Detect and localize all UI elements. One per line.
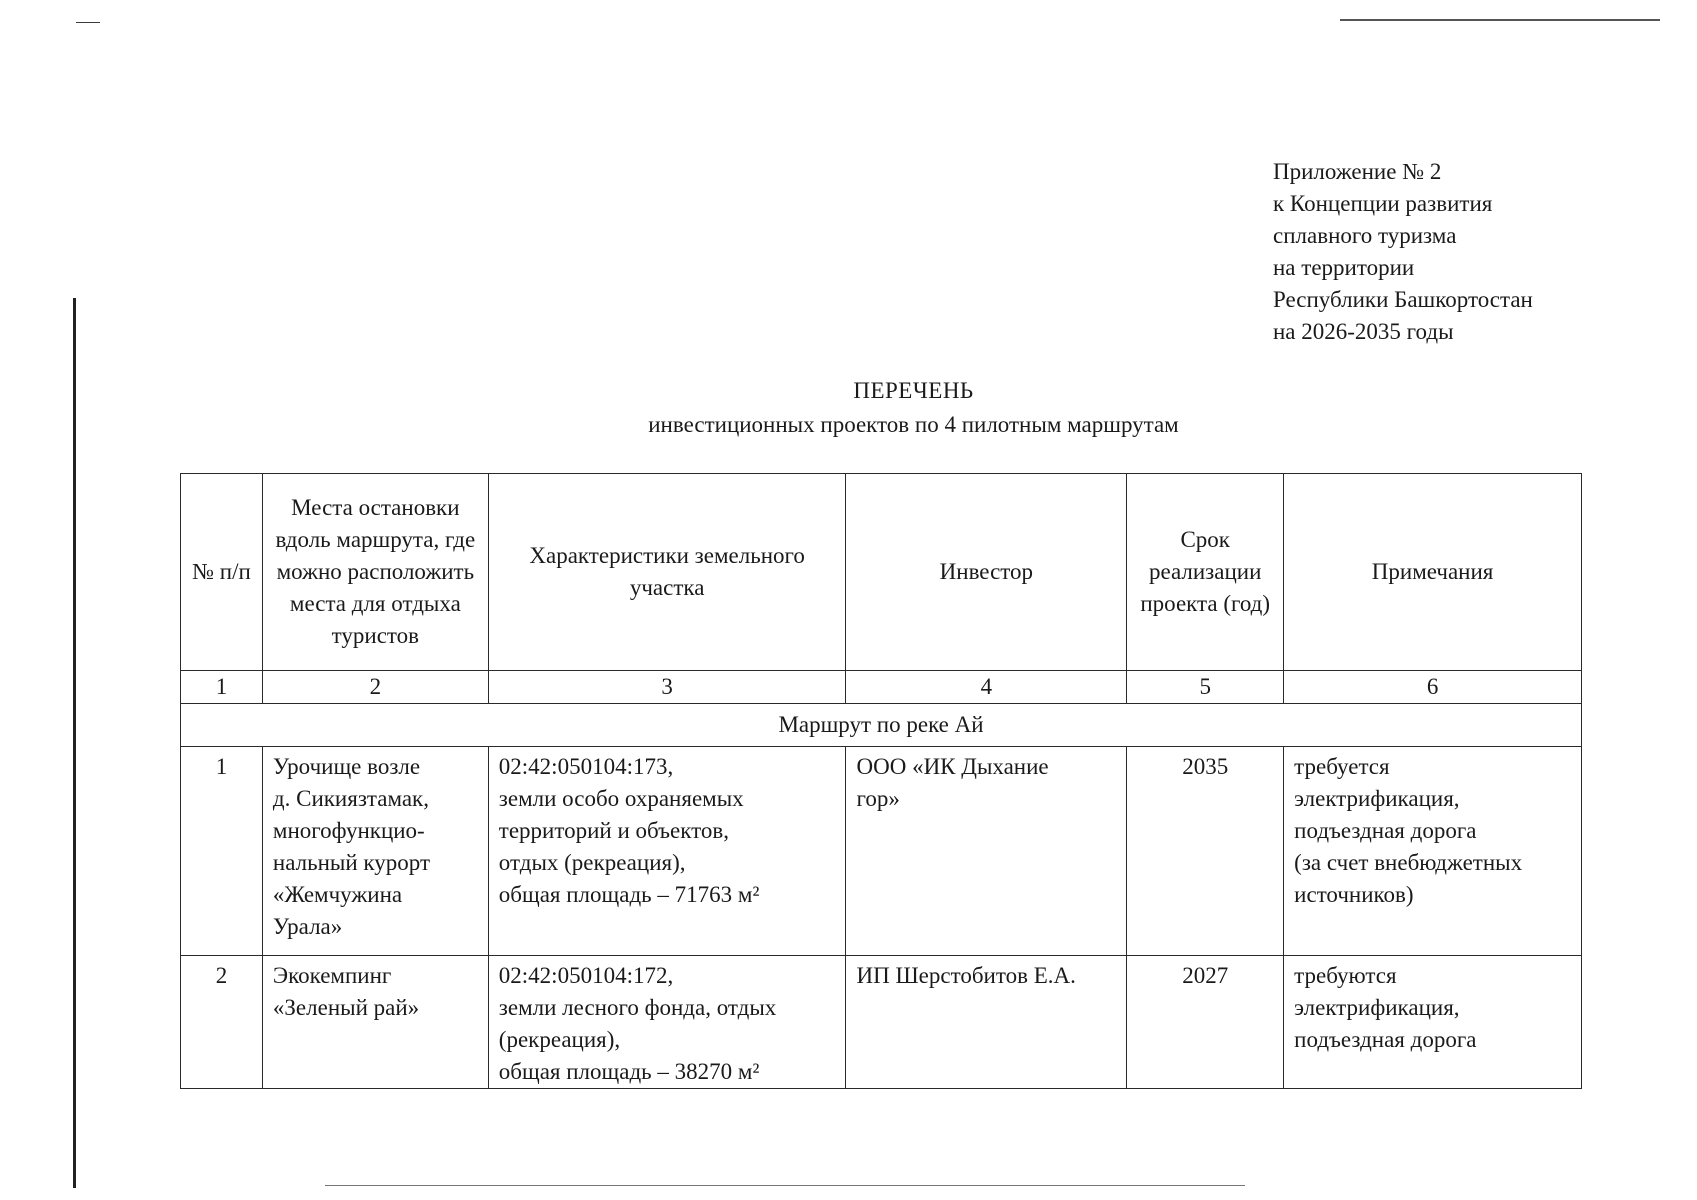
notes-line: электрификация,: [1294, 786, 1460, 811]
scan-artifact-line: [1340, 19, 1660, 21]
notes-line: требуются: [1294, 963, 1397, 988]
investor-line: ООО «ИК Дыхание: [856, 754, 1049, 779]
column-number: 3: [488, 671, 846, 704]
appendix-line: Республики Башкортостан: [1273, 287, 1533, 312]
place-line: д. Сикиязтамак,: [272, 786, 429, 811]
scan-artifact-line: [325, 1185, 1245, 1186]
place-line: Урала»: [272, 914, 343, 939]
land-line: (рекреация),: [498, 1027, 621, 1052]
column-header-number: № п/п: [181, 474, 263, 671]
land-cell: [488, 956, 846, 1089]
land-line: земли лесного фонда, отдых: [498, 995, 777, 1020]
place-line: «Зеленый рай»: [272, 995, 420, 1020]
land-cell: [488, 747, 846, 956]
column-number: 5: [1127, 671, 1284, 704]
notes-line: (за счет внебюджетных: [1294, 850, 1523, 875]
investor-line: ИП Шерстобитов Е.А.: [856, 963, 1076, 988]
year-cell: 2035: [1127, 747, 1284, 956]
table-row: [181, 956, 1582, 1089]
notes-line: источников): [1294, 882, 1414, 907]
place-line: многофункцио-: [272, 818, 425, 843]
place-line: Урочище возле: [272, 754, 421, 779]
projects-table: [180, 473, 1582, 1089]
column-number-row: [181, 671, 1582, 704]
notes-line: электрификация,: [1294, 995, 1460, 1020]
place-cell: [262, 956, 488, 1089]
land-line: 02:42:050104:172,: [498, 963, 674, 988]
route-name: Маршрут по реке Ай: [181, 704, 1582, 747]
column-number: 1: [181, 671, 263, 704]
investor-cell: [846, 747, 1127, 956]
document-subtitle: инвестиционных проектов по 4 пилотным маршрутам: [648, 412, 1179, 437]
scan-artifact-line: [76, 22, 100, 23]
appendix-line: Приложение № 2: [1273, 159, 1442, 184]
column-header-term: Срок реализации проекта (год): [1127, 474, 1284, 671]
appendix-line: на 2026-2035 годы: [1273, 319, 1454, 344]
place-line: Экокемпинг: [272, 963, 392, 988]
column-header-place: Места остановки вдоль маршрута, где можно расположить места для отдыха туристов: [262, 474, 488, 671]
appendix-note: [1273, 156, 1533, 348]
column-header-investor: Инвестор: [846, 474, 1127, 671]
notes-line: подъездная дорога: [1294, 818, 1477, 843]
investor-line: гор»: [856, 786, 900, 811]
land-line: территорий и объектов,: [498, 818, 729, 843]
place-line: нальный курорт: [272, 850, 431, 875]
column-header-land: Характеристики земельного участка: [488, 474, 846, 671]
investor-cell: [846, 956, 1127, 1089]
route-row: [181, 704, 1582, 747]
column-number: 4: [846, 671, 1127, 704]
land-line: 02:42:050104:173,: [498, 754, 674, 779]
place-cell: [262, 747, 488, 956]
appendix-line: к Концепции развития: [1273, 191, 1493, 216]
document-title: ПЕРЕЧЕНЬ: [853, 378, 974, 403]
land-line: общая площадь – 71763 м²: [498, 882, 760, 907]
appendix-line: сплавного туризма: [1273, 223, 1457, 248]
row-number: 1: [181, 747, 263, 956]
year-cell: 2027: [1127, 956, 1284, 1089]
appendix-line: на территории: [1273, 255, 1415, 280]
land-line: общая площадь – 38270 м²: [498, 1059, 760, 1084]
table-header-row: [181, 474, 1582, 671]
notes-line: требуется: [1294, 754, 1390, 779]
column-number: 6: [1284, 671, 1582, 704]
column-header-notes: Примечания: [1284, 474, 1582, 671]
row-number: 2: [181, 956, 263, 1089]
table-row: [181, 747, 1582, 956]
notes-line: подъездная дорога: [1294, 1027, 1477, 1052]
land-line: земли особо охраняемых: [498, 786, 744, 811]
notes-cell: [1284, 747, 1582, 956]
land-line: отдых (рекреация),: [498, 850, 686, 875]
notes-cell: [1284, 956, 1582, 1089]
place-line: «Жемчужина: [272, 882, 403, 907]
column-number: 2: [262, 671, 488, 704]
